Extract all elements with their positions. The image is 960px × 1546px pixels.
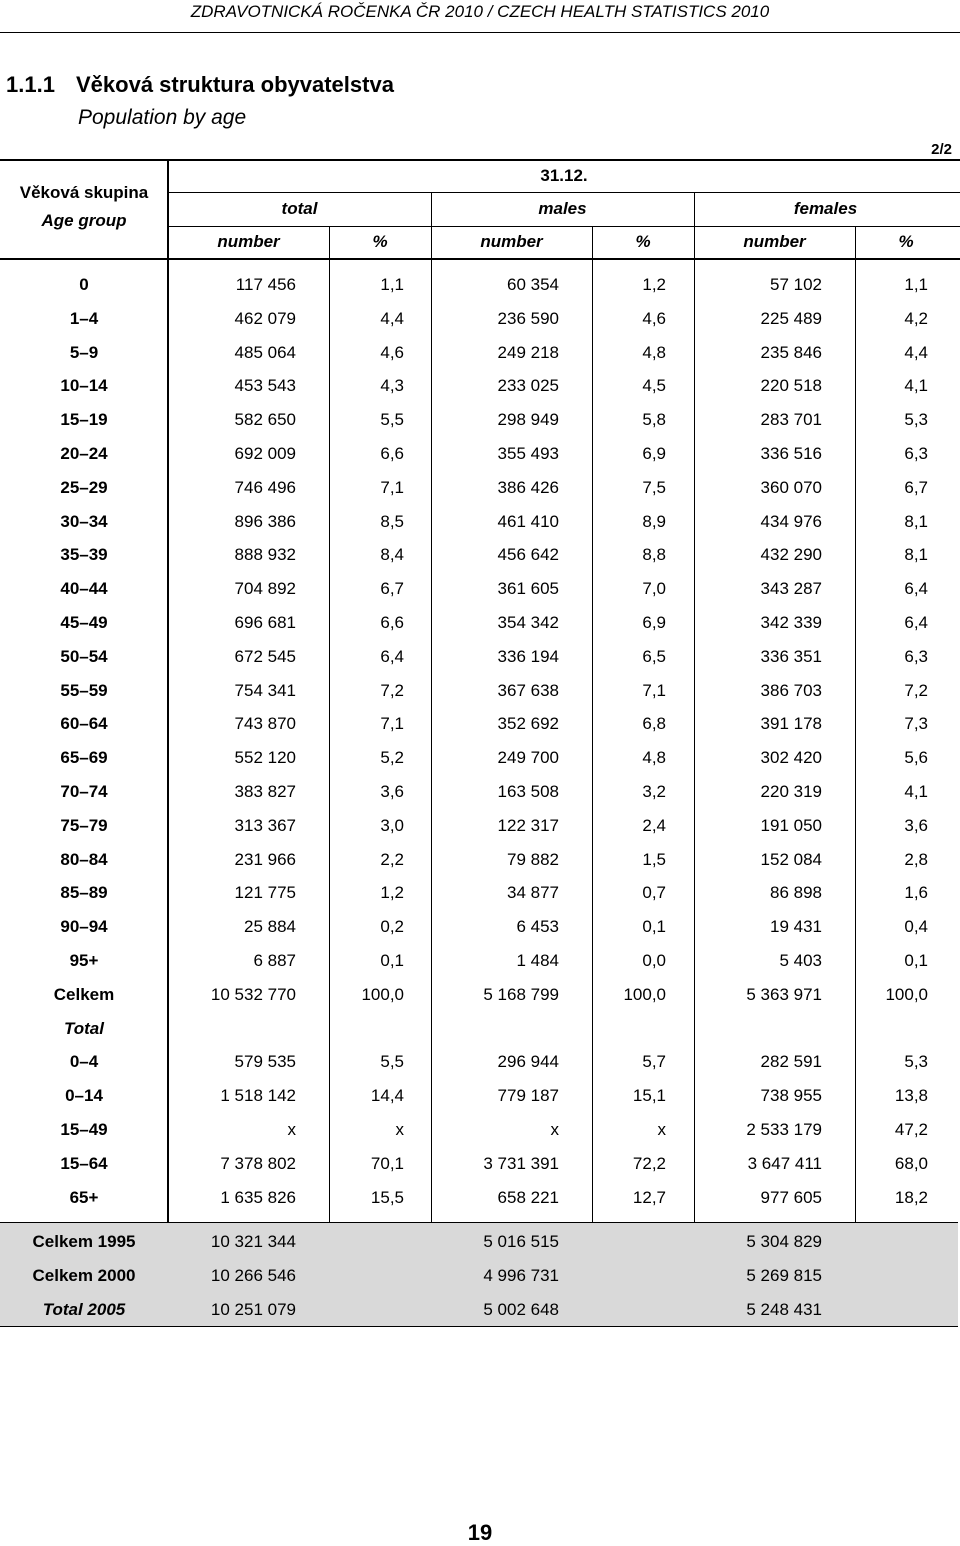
total-number-cell: 696 681 bbox=[234, 613, 296, 632]
females-percent-cell: 6,3 bbox=[904, 444, 928, 463]
table-row bbox=[0, 1079, 960, 1113]
males-number-cell: x bbox=[550, 1120, 559, 1139]
table-row bbox=[0, 437, 960, 471]
females-percent-cell: 18,2 bbox=[894, 1187, 928, 1207]
males-percent-cell: 4,8 bbox=[642, 748, 666, 768]
running-header: ZDRAVOTNICKÁ ROČENKA ČR 2010 / CZECH HEALTH STATISTICS 2010 bbox=[190, 2, 770, 21]
total-number-cell: 552 120 bbox=[234, 748, 296, 768]
males-percent-cell: 0,1 bbox=[642, 917, 666, 937]
females-number-cell: 977 605 bbox=[760, 1187, 822, 1207]
age-cell: 50–54 bbox=[60, 646, 108, 666]
females-number-cell: 283 701 bbox=[760, 410, 822, 430]
age-cell: 75–79 bbox=[60, 815, 108, 835]
males-number-cell: 163 508 bbox=[497, 782, 559, 801]
females-number-cell: 3 647 411 bbox=[747, 1153, 822, 1173]
age-cell: Total 2005 bbox=[42, 1299, 126, 1319]
age-cell: 95+ bbox=[69, 951, 99, 970]
males-number-cell: 3 731 391 bbox=[483, 1153, 559, 1173]
table-row bbox=[0, 1181, 960, 1215]
males-number-cell: 5 016 515 bbox=[483, 1232, 559, 1251]
age-group-label-cz: Věková skupina bbox=[19, 183, 149, 202]
subheader-males-number: number bbox=[480, 232, 543, 251]
females-percent-cell: 5,3 bbox=[904, 1052, 928, 1072]
males-percent-cell: 5,8 bbox=[642, 410, 666, 430]
total-number-cell: 453 543 bbox=[234, 376, 296, 396]
age-group-label-en: Age group bbox=[41, 211, 127, 230]
subheader-females-number: number bbox=[743, 232, 806, 251]
total-percent-cell: 6,7 bbox=[380, 579, 404, 599]
males-number-cell: 236 590 bbox=[497, 308, 559, 328]
females-number-cell: 5 248 431 bbox=[746, 1299, 822, 1319]
males-number-cell: 5 002 648 bbox=[483, 1299, 559, 1319]
total-percent-cell: 14,4 bbox=[370, 1086, 404, 1106]
group-males: males bbox=[538, 199, 587, 218]
age-cell: 90–94 bbox=[60, 917, 108, 937]
females-percent-cell: 4,4 bbox=[904, 342, 928, 362]
subheader-females-percent: % bbox=[898, 232, 914, 251]
total-number-cell: 383 827 bbox=[234, 782, 296, 801]
age-cell: 80–84 bbox=[60, 849, 108, 869]
total-number-cell: x bbox=[287, 1120, 296, 1139]
header-bottom-rule bbox=[0, 258, 960, 260]
females-number-cell: 432 290 bbox=[760, 545, 822, 565]
females-percent-cell: 0,1 bbox=[904, 951, 928, 970]
total-number-cell: 7 378 802 bbox=[220, 1153, 296, 1173]
page-number: 19 bbox=[467, 1520, 493, 1545]
total-number-cell: 231 966 bbox=[234, 849, 296, 869]
females-number-cell: 220 319 bbox=[760, 782, 822, 801]
total-number-cell: 1 518 142 bbox=[220, 1086, 296, 1106]
table-row bbox=[0, 1012, 960, 1046]
males-number-cell: 779 187 bbox=[497, 1086, 559, 1106]
age-cell: Celkem 1995 bbox=[32, 1232, 136, 1251]
age-cell: 1–4 bbox=[69, 308, 99, 328]
total-percent-cell: 6,4 bbox=[380, 646, 404, 666]
females-percent-cell: 1,6 bbox=[904, 883, 928, 903]
total-percent-cell: 2,2 bbox=[380, 849, 404, 869]
total-number-cell: 704 892 bbox=[234, 579, 296, 599]
total-percent-cell: 7,1 bbox=[380, 477, 404, 497]
age-cell: 20–24 bbox=[60, 444, 108, 463]
group-total: total bbox=[281, 199, 318, 218]
table-row bbox=[0, 978, 960, 1012]
males-percent-cell: 2,4 bbox=[642, 815, 666, 835]
females-percent-cell: 6,3 bbox=[904, 646, 928, 666]
males-number-cell: 34 877 bbox=[507, 883, 559, 903]
history-row bbox=[0, 1293, 960, 1327]
total-number-cell: 6 887 bbox=[253, 951, 296, 970]
total-percent-cell: 8,4 bbox=[380, 545, 404, 565]
females-number-cell: 220 518 bbox=[760, 376, 822, 396]
total-number-cell: 10 321 344 bbox=[210, 1232, 296, 1251]
total-percent-cell: 7,2 bbox=[380, 680, 404, 700]
total-percent-cell: 4,6 bbox=[380, 342, 404, 362]
females-percent-cell: 7,2 bbox=[904, 680, 928, 700]
males-percent-cell: x bbox=[657, 1120, 666, 1139]
total-percent-cell: 5,5 bbox=[380, 410, 404, 430]
table-row bbox=[0, 336, 960, 370]
females-percent-cell: 2,8 bbox=[904, 849, 928, 869]
males-percent-cell: 7,1 bbox=[642, 680, 666, 700]
males-number-cell: 361 605 bbox=[497, 579, 559, 599]
table-row bbox=[0, 403, 960, 437]
date-label: 31.12. bbox=[540, 166, 588, 185]
age-cell: 0–14 bbox=[65, 1086, 103, 1106]
males-number-cell: 1 484 bbox=[516, 951, 559, 970]
males-percent-cell: 6,9 bbox=[642, 444, 666, 463]
table-row bbox=[0, 268, 960, 302]
age-cell: 70–74 bbox=[60, 782, 108, 801]
header-group-rule bbox=[168, 226, 960, 227]
table-row bbox=[0, 505, 960, 539]
table-row bbox=[0, 741, 960, 775]
total-percent-cell: 0,2 bbox=[380, 917, 404, 937]
males-number-cell: 296 944 bbox=[497, 1052, 559, 1072]
total-percent-cell: 7,1 bbox=[380, 714, 404, 734]
total-percent-cell: 4,4 bbox=[380, 308, 404, 328]
females-number-cell: 336 516 bbox=[760, 444, 822, 463]
total-number-cell: 25 884 bbox=[244, 917, 296, 937]
males-number-cell: 461 410 bbox=[497, 511, 559, 531]
table-row bbox=[0, 910, 960, 944]
total-number-cell: 121 775 bbox=[234, 883, 296, 903]
total-percent-cell: 1,2 bbox=[380, 883, 404, 903]
total-number-cell: 117 456 bbox=[235, 275, 296, 294]
females-percent-cell: 0,4 bbox=[904, 917, 928, 937]
table-row bbox=[0, 707, 960, 741]
males-percent-cell: 3,2 bbox=[642, 782, 666, 801]
females-number-cell: 152 084 bbox=[760, 849, 822, 869]
age-cell: 5–9 bbox=[69, 342, 99, 362]
males-percent-cell: 6,9 bbox=[642, 613, 666, 632]
females-number-cell: 5 363 971 bbox=[746, 984, 822, 1004]
females-percent-cell: 6,7 bbox=[904, 477, 928, 497]
total-percent-cell: 15,5 bbox=[370, 1187, 404, 1207]
males-percent-cell: 8,8 bbox=[642, 545, 666, 565]
males-number-cell: 122 317 bbox=[497, 815, 559, 835]
age-cell: 65–69 bbox=[60, 748, 108, 768]
males-number-cell: 354 342 bbox=[497, 613, 559, 632]
table-row bbox=[0, 775, 960, 809]
total-number-cell: 672 545 bbox=[234, 646, 296, 666]
females-number-cell: 391 178 bbox=[760, 714, 822, 734]
females-number-cell: 738 955 bbox=[760, 1086, 822, 1106]
females-number-cell: 343 287 bbox=[760, 579, 822, 599]
total-percent-cell: 100,0 bbox=[361, 984, 404, 1004]
total-number-cell: 1 635 826 bbox=[220, 1187, 296, 1207]
subheader-total-percent: % bbox=[372, 232, 388, 251]
total-percent-cell: 1,1 bbox=[380, 275, 404, 294]
age-cell: 45–49 bbox=[60, 613, 108, 632]
total-percent-cell: 4,3 bbox=[380, 376, 404, 396]
males-percent-cell: 4,6 bbox=[642, 308, 666, 328]
females-number-cell: 225 489 bbox=[760, 308, 822, 328]
table-row bbox=[0, 674, 960, 708]
total-percent-cell: 3,0 bbox=[380, 815, 404, 835]
females-percent-cell: 7,3 bbox=[904, 714, 928, 734]
subheader-total-number: number bbox=[217, 232, 280, 251]
males-number-cell: 367 638 bbox=[497, 680, 559, 700]
total-number-cell: 313 367 bbox=[234, 815, 296, 835]
females-percent-cell: 6,4 bbox=[904, 613, 928, 632]
males-number-cell: 456 642 bbox=[497, 545, 559, 565]
males-number-cell: 5 168 799 bbox=[483, 984, 559, 1004]
total-percent-cell: 3,6 bbox=[380, 782, 404, 801]
header-rule bbox=[0, 32, 960, 33]
total-number-cell: 692 009 bbox=[234, 444, 296, 463]
males-percent-cell: 100,0 bbox=[623, 984, 666, 1004]
males-number-cell: 249 218 bbox=[497, 342, 559, 362]
age-cell: 60–64 bbox=[60, 714, 108, 734]
total-number-cell: 754 341 bbox=[234, 680, 296, 700]
males-number-cell: 386 426 bbox=[497, 477, 559, 497]
age-cell: 35–39 bbox=[60, 545, 108, 565]
females-number-cell: 5 269 815 bbox=[746, 1265, 822, 1285]
males-number-cell: 60 354 bbox=[507, 275, 559, 294]
table-subtitle: Population by age bbox=[78, 106, 247, 129]
age-cell: 0 bbox=[79, 275, 89, 294]
age-cell: 65+ bbox=[69, 1187, 99, 1207]
females-percent-cell: 4,2 bbox=[904, 308, 928, 328]
males-percent-cell: 1,5 bbox=[642, 849, 666, 869]
males-percent-cell: 5,7 bbox=[642, 1052, 666, 1072]
table-row bbox=[0, 471, 960, 505]
total-number-cell: 582 650 bbox=[234, 410, 296, 430]
age-cell: 15–19 bbox=[60, 410, 108, 430]
age-cell: Celkem bbox=[53, 984, 115, 1004]
females-number-cell: 360 070 bbox=[760, 477, 822, 497]
males-percent-cell: 6,5 bbox=[642, 646, 666, 666]
subheader-males-percent: % bbox=[635, 232, 651, 251]
males-number-cell: 4 996 731 bbox=[483, 1265, 559, 1285]
males-number-cell: 355 493 bbox=[497, 444, 559, 463]
total-number-cell: 896 386 bbox=[234, 511, 296, 531]
table-row bbox=[0, 1147, 960, 1181]
males-number-cell: 249 700 bbox=[497, 748, 559, 768]
table-row bbox=[0, 606, 960, 640]
males-percent-cell: 4,8 bbox=[642, 342, 666, 362]
females-number-cell: 2 533 179 bbox=[746, 1120, 822, 1139]
table-row bbox=[0, 809, 960, 843]
total-number-cell: 743 870 bbox=[234, 714, 296, 734]
females-number-cell: 191 050 bbox=[760, 815, 822, 835]
age-cell: 30–34 bbox=[60, 511, 108, 531]
age-cell: 10–14 bbox=[60, 376, 108, 396]
females-number-cell: 302 420 bbox=[760, 748, 822, 768]
total-number-cell: 10 266 546 bbox=[210, 1265, 296, 1285]
age-cell: 40–44 bbox=[60, 579, 108, 599]
females-percent-cell: 1,1 bbox=[904, 275, 928, 294]
age-cell: Celkem 2000 bbox=[32, 1265, 136, 1285]
total-percent-cell: x bbox=[395, 1120, 404, 1139]
age-cell: 15–49 bbox=[60, 1120, 108, 1139]
page-part-indicator: 2/2 bbox=[931, 141, 952, 158]
females-percent-cell: 3,6 bbox=[904, 815, 928, 835]
females-percent-cell: 47,2 bbox=[894, 1120, 928, 1139]
females-number-cell: 336 351 bbox=[760, 646, 822, 666]
males-percent-cell: 6,8 bbox=[642, 714, 666, 734]
males-number-cell: 79 882 bbox=[507, 849, 559, 869]
table-row bbox=[0, 538, 960, 572]
females-percent-cell: 4,1 bbox=[904, 782, 928, 801]
total-percent-cell: 70,1 bbox=[370, 1153, 404, 1173]
table-row bbox=[0, 876, 960, 910]
males-percent-cell: 1,2 bbox=[642, 275, 666, 294]
males-percent-cell: 15,1 bbox=[632, 1086, 666, 1106]
males-number-cell: 298 949 bbox=[497, 410, 559, 430]
males-percent-cell: 0,7 bbox=[642, 883, 666, 903]
header-date-rule bbox=[168, 192, 960, 193]
table-row bbox=[0, 843, 960, 877]
total-number-cell: 746 496 bbox=[234, 477, 296, 497]
history-row bbox=[0, 1259, 960, 1293]
females-percent-cell: 68,0 bbox=[894, 1153, 928, 1173]
table-title-text: Věková struktura obyvatelstva bbox=[76, 72, 394, 97]
total-number-cell: 485 064 bbox=[234, 342, 296, 362]
females-percent-cell: 5,6 bbox=[904, 748, 928, 768]
history-top-rule bbox=[0, 1222, 958, 1223]
males-number-cell: 233 025 bbox=[497, 376, 559, 396]
females-percent-cell: 4,1 bbox=[904, 376, 928, 396]
total-percent-cell: 5,2 bbox=[380, 748, 404, 768]
age-cell: 25–29 bbox=[60, 477, 108, 497]
females-number-cell: 5 403 bbox=[779, 951, 822, 970]
females-number-cell: 19 431 bbox=[770, 917, 822, 937]
total-percent-cell: 0,1 bbox=[380, 951, 404, 970]
females-percent-cell: 100,0 bbox=[885, 984, 928, 1004]
males-percent-cell: 8,9 bbox=[642, 511, 666, 531]
males-percent-cell: 72,2 bbox=[632, 1153, 666, 1173]
females-percent-cell: 5,3 bbox=[904, 410, 928, 430]
males-number-cell: 6 453 bbox=[516, 917, 559, 937]
females-number-cell: 342 339 bbox=[760, 613, 822, 632]
table-row bbox=[0, 1113, 960, 1147]
total-number-cell: 10 251 079 bbox=[210, 1299, 296, 1319]
table-row bbox=[0, 302, 960, 336]
females-percent-cell: 8,1 bbox=[904, 545, 928, 565]
females-number-cell: 434 976 bbox=[760, 511, 822, 531]
table-row bbox=[0, 572, 960, 606]
header-top-rule bbox=[0, 159, 960, 161]
table-row bbox=[0, 640, 960, 674]
age-cell: 85–89 bbox=[60, 883, 108, 903]
males-number-cell: 352 692 bbox=[497, 714, 559, 734]
age-cell: Total bbox=[64, 1018, 104, 1038]
total-percent-cell: 6,6 bbox=[380, 613, 404, 632]
total-percent-cell: 8,5 bbox=[380, 511, 404, 531]
males-number-cell: 658 221 bbox=[497, 1187, 559, 1207]
males-percent-cell: 7,5 bbox=[642, 477, 666, 497]
total-number-cell: 462 079 bbox=[234, 308, 296, 328]
age-cell: 55–59 bbox=[60, 680, 108, 700]
table-row bbox=[0, 1045, 960, 1079]
females-percent-cell: 6,4 bbox=[904, 579, 928, 599]
table-row bbox=[0, 369, 960, 403]
total-number-cell: 888 932 bbox=[234, 545, 296, 565]
total-number-cell: 579 535 bbox=[234, 1052, 296, 1072]
total-percent-cell: 5,5 bbox=[380, 1052, 404, 1072]
age-cell: 0–4 bbox=[69, 1052, 99, 1072]
males-percent-cell: 12,7 bbox=[632, 1187, 666, 1207]
males-number-cell: 336 194 bbox=[497, 646, 559, 666]
total-percent-cell: 6,6 bbox=[380, 444, 404, 463]
females-number-cell: 235 846 bbox=[760, 342, 822, 362]
females-percent-cell: 8,1 bbox=[904, 511, 928, 531]
females-number-cell: 57 102 bbox=[770, 275, 822, 294]
table-row bbox=[0, 944, 960, 978]
table-title bbox=[6, 72, 394, 98]
females-percent-cell: 13,8 bbox=[894, 1086, 928, 1106]
males-percent-cell: 7,0 bbox=[642, 579, 666, 599]
age-cell: 15–64 bbox=[60, 1153, 108, 1173]
males-percent-cell: 0,0 bbox=[642, 951, 666, 970]
history-row bbox=[0, 1225, 960, 1259]
group-females: females bbox=[793, 199, 858, 218]
table-number: 1.1.1 bbox=[6, 72, 55, 97]
females-number-cell: 5 304 829 bbox=[746, 1232, 822, 1251]
males-percent-cell: 4,5 bbox=[642, 376, 666, 396]
females-number-cell: 282 591 bbox=[760, 1052, 822, 1072]
females-number-cell: 386 703 bbox=[760, 680, 822, 700]
females-number-cell: 86 898 bbox=[770, 883, 822, 903]
total-number-cell: 10 532 770 bbox=[210, 984, 296, 1004]
